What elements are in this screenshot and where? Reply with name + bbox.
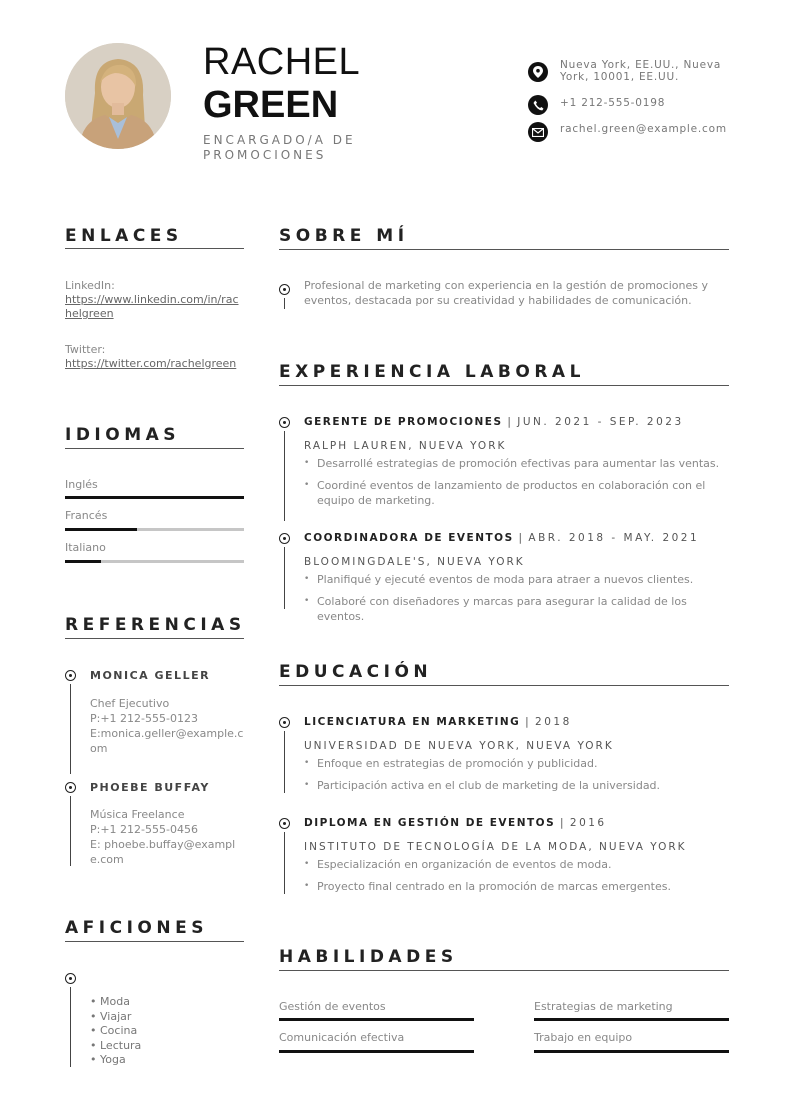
- email-text: rachel.green@example.com: [560, 123, 727, 135]
- job-dates: ABR. 2018 - MAY. 2021: [528, 532, 700, 544]
- timeline-line: [284, 298, 285, 309]
- list-item: • Participación activa en el club de marketing de la universidad.: [304, 778, 724, 793]
- degree-year: 2016: [569, 817, 607, 829]
- language-french-bar: [65, 528, 244, 531]
- language-french: Francés: [65, 509, 108, 522]
- list-item: • Cocina: [90, 1024, 141, 1039]
- job-company: BLOOMINGDALE'S, NUEVA YORK: [304, 556, 525, 568]
- list-item: • Yoga: [90, 1053, 141, 1068]
- timeline-line: [284, 547, 285, 609]
- language-english-bar: [65, 496, 244, 499]
- reference-details: [90, 807, 245, 867]
- twitter-label: Twitter:: [65, 343, 106, 356]
- timeline-line: [284, 731, 285, 793]
- address-text: Nueva York, EE.UU., Nueva York, 10001, EE.UU.: [560, 59, 722, 83]
- timeline-dot: [65, 782, 76, 793]
- timeline-line: [284, 832, 285, 894]
- phone-text: +1 212-555-0198: [560, 97, 666, 109]
- last-name: GREEN: [203, 84, 339, 126]
- timeline-line: [70, 987, 71, 1067]
- experience-divider: [279, 385, 729, 386]
- reference-phone: P:+1 212-555-0456: [90, 823, 198, 836]
- job-company: RALPH LAUREN, NUEVA YORK: [304, 440, 507, 452]
- references-divider: [65, 638, 244, 639]
- job-role: GERENTE DE PROMOCIONES: [304, 416, 503, 428]
- school-name: UNIVERSIDAD DE NUEVA YORK, NUEVA YORK: [304, 740, 614, 752]
- experience-heading: EXPERIENCIA LABORAL: [279, 362, 585, 382]
- job-role: COORDINADORA DE EVENTOS: [304, 532, 514, 544]
- degree-header: LICENCIATURA EN MARKETING | 2018: [304, 716, 572, 728]
- list-item: • Lectura: [90, 1039, 141, 1054]
- degree-title: DIPLOMA EN GESTIÓN DE EVENTOS: [304, 817, 556, 829]
- list-item: • Moda: [90, 995, 141, 1010]
- degree-year: 2018: [535, 716, 572, 728]
- job-dates: JUN. 2021 - SEP. 2023: [517, 416, 684, 428]
- timeline-line: [70, 684, 71, 774]
- phone-icon: [528, 95, 548, 115]
- reference-name: MONICA GELLER: [90, 669, 211, 682]
- job-bullets: [304, 456, 724, 515]
- list-item: • Especialización en organización de eventos de moda.: [304, 857, 724, 872]
- about-heading: SOBRE MÍ: [279, 226, 409, 246]
- timeline-dot: [279, 417, 290, 428]
- language-english: Inglés: [65, 478, 98, 491]
- degree-bullets: [304, 756, 724, 800]
- skill-label: Comunicación efectiva: [279, 1031, 405, 1044]
- list-item: • Viajar: [90, 1010, 141, 1025]
- job-header: GERENTE DE PROMOCIONES | JUN. 2021 - SEP. 2023: [304, 416, 684, 428]
- skill-label: Gestión de eventos: [279, 1000, 386, 1013]
- list-item: • Proyecto final centrado en la promoción de marcas emergentes.: [304, 879, 724, 894]
- timeline-line: [70, 796, 71, 866]
- list-item: • Desarrollé estrategias de promoción efectivas para aumentar las ventas.: [304, 456, 724, 471]
- language-italian: Italiano: [65, 541, 106, 554]
- school-name: INSTITUTO DE TECNOLOGÍA DE LA MODA, NUEVA YORK: [304, 841, 687, 853]
- education-heading: EDUCACIÓN: [279, 662, 433, 682]
- twitter-link[interactable]: https://twitter.com/rachelgreen: [65, 357, 237, 370]
- reference-email: E:monica.geller@example.com: [90, 727, 244, 755]
- list-item: • Planifiqué y ejecuté eventos de moda para atraer a nuevos clientes.: [304, 572, 724, 587]
- education-divider: [279, 685, 729, 686]
- skills-divider: [279, 970, 729, 971]
- list-item: • Enfoque en estrategias de promoción y publicidad.: [304, 756, 724, 771]
- reference-name: PHOEBE BUFFAY: [90, 781, 210, 794]
- timeline-dot: [279, 284, 290, 295]
- timeline-dot: [279, 533, 290, 544]
- languages-divider: [65, 448, 244, 449]
- skill-label: Trabajo en equipo: [534, 1031, 633, 1044]
- hobbies-heading: AFICIONES: [65, 918, 208, 938]
- linkedin-link[interactable]: https://www.linkedin.com/in/rachelgreen: [65, 293, 239, 320]
- links-heading: ENLACES: [65, 226, 183, 246]
- skill-bar: [279, 1018, 474, 1021]
- links-divider: [65, 248, 244, 249]
- skills-heading: HABILIDADES: [279, 947, 458, 967]
- about-text: Profesional de marketing con experiencia en la gestión de promociones y eventos, destacada por su creatividad y habilidades de comunicación.: [304, 279, 708, 307]
- skill-bar: [534, 1018, 729, 1021]
- degree-title: LICENCIATURA EN MARKETING: [304, 716, 521, 728]
- contact-phone: [528, 95, 740, 115]
- job-title: ENCARGADO/A DE PROMOCIONES: [203, 133, 356, 162]
- job-bullets: [304, 572, 724, 631]
- degree-header: DIPLOMA EN GESTIÓN DE EVENTOS | 2016: [304, 817, 607, 829]
- timeline-dot: [279, 818, 290, 829]
- timeline-dot: [65, 973, 76, 984]
- timeline-line: [284, 431, 285, 521]
- reference-role: Chef Ejecutivo: [90, 697, 170, 710]
- reference-details: [90, 696, 245, 756]
- job-header: COORDINADORA DE EVENTOS | ABR. 2018 - MAY. 2021: [304, 532, 700, 544]
- reference-phone: P:+1 212-555-0123: [90, 712, 198, 725]
- hobbies-divider: [65, 941, 244, 942]
- list-item: • Coordiné eventos de lanzamiento de productos en colaboración con el equipo de marketing.: [304, 478, 724, 508]
- first-name: RACHEL: [203, 41, 361, 83]
- hobbies-list: [90, 995, 141, 1068]
- skill-bar: [279, 1050, 474, 1053]
- timeline-dot: [65, 670, 76, 681]
- location-pin-icon: [528, 62, 548, 82]
- references-heading: REFERENCIAS: [65, 615, 246, 635]
- linkedin-label: LinkedIn:: [65, 279, 115, 292]
- contact-email: [528, 122, 740, 142]
- degree-bullets: [304, 857, 724, 901]
- reference-role: Música Freelance: [90, 808, 185, 821]
- language-italian-bar: [65, 560, 244, 563]
- envelope-icon: [528, 122, 548, 142]
- contact-address: [528, 59, 740, 83]
- timeline-dot: [279, 717, 290, 728]
- skill-label: Estrategias de marketing: [534, 1000, 673, 1013]
- languages-heading: IDIOMAS: [65, 425, 181, 445]
- list-item: • Colaboré con diseñadores y marcas para asegurar la calidad de los eventos.: [304, 594, 724, 624]
- reference-email: E: phoebe.buffay@example.com: [90, 838, 236, 866]
- about-divider: [279, 249, 729, 250]
- profile-photo: [65, 43, 171, 149]
- skill-bar: [534, 1050, 729, 1053]
